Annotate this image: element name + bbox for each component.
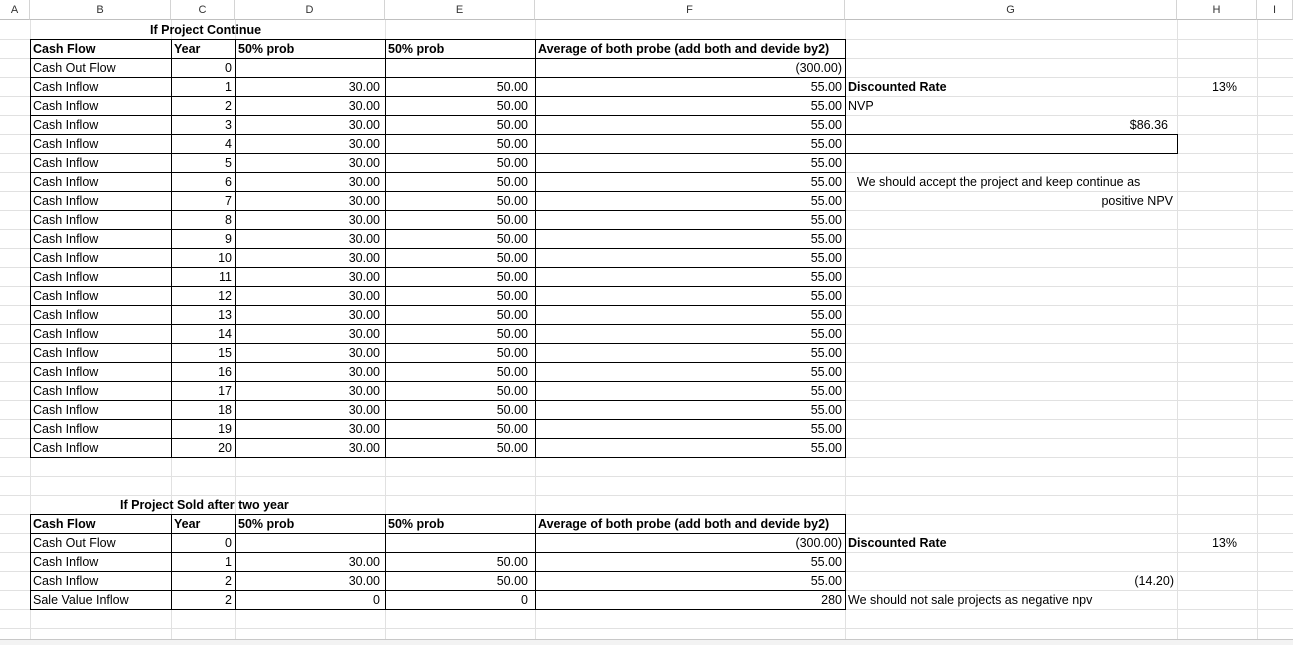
table-border xyxy=(535,514,536,610)
row-average[interactable]: 55.00 xyxy=(810,175,842,189)
row-year[interactable]: 0 xyxy=(225,61,232,75)
s1-header-year[interactable]: Year xyxy=(174,42,201,56)
row-prob-2[interactable]: 50.00 xyxy=(496,118,528,132)
row-prob-1[interactable]: 30.00 xyxy=(348,384,380,398)
column-header-e[interactable]: E xyxy=(385,0,535,20)
s2-header-prob-1[interactable]: 50% prob xyxy=(238,517,295,531)
row-average[interactable]: 55.00 xyxy=(810,574,842,588)
table-border xyxy=(30,134,846,135)
column-gridline xyxy=(1257,20,1258,644)
row-prob-2[interactable]: 50.00 xyxy=(496,156,528,170)
row-average[interactable]: (300.00) xyxy=(795,61,842,75)
row-average[interactable]: 55.00 xyxy=(810,194,842,208)
table-border xyxy=(30,438,846,439)
section1-title: If Project Continue xyxy=(150,23,262,37)
table-border xyxy=(30,590,846,591)
row-label[interactable]: Cash Inflow xyxy=(33,308,99,322)
row-label[interactable]: Cash Inflow xyxy=(33,327,99,341)
row-prob-1[interactable]: 30.00 xyxy=(348,346,380,360)
row-year[interactable]: 18 xyxy=(218,403,232,417)
row-label[interactable]: Cash Inflow xyxy=(33,574,99,588)
table-border xyxy=(30,552,846,553)
row-prob-2[interactable]: 50.00 xyxy=(496,441,528,455)
row-prob-1[interactable]: 30.00 xyxy=(348,80,380,94)
row-label[interactable]: Cash Inflow xyxy=(33,194,99,208)
s2-npv-value[interactable]: (14.20) xyxy=(1134,574,1174,588)
column-header-g[interactable]: G xyxy=(845,0,1177,20)
table-border xyxy=(30,362,846,363)
s1-discount-value[interactable]: 13% xyxy=(1211,80,1237,94)
row-average[interactable]: 55.00 xyxy=(810,289,842,303)
column-header-c[interactable]: C xyxy=(171,0,235,20)
table-border xyxy=(30,39,31,458)
row-prob-2[interactable]: 50.00 xyxy=(496,555,528,569)
row-prob-1[interactable]: 30.00 xyxy=(348,308,380,322)
row-prob-2[interactable]: 50.00 xyxy=(496,213,528,227)
row-prob-1[interactable]: 30.00 xyxy=(348,232,380,246)
row-label[interactable]: Cash Inflow xyxy=(33,137,99,151)
row-average[interactable]: 55.00 xyxy=(810,384,842,398)
table-border xyxy=(30,115,846,116)
row-label[interactable]: Cash Inflow xyxy=(33,289,99,303)
table-border xyxy=(845,153,1178,154)
table-border xyxy=(30,39,846,40)
row-prob-1[interactable]: 30.00 xyxy=(348,365,380,379)
row-average[interactable]: 55.00 xyxy=(810,555,842,569)
table-border xyxy=(845,39,846,458)
table-border xyxy=(30,571,846,572)
row-year[interactable]: 5 xyxy=(225,156,232,170)
row-year[interactable]: 12 xyxy=(218,289,232,303)
table-border xyxy=(30,248,846,249)
s2-header-cash-flow[interactable]: Cash Flow xyxy=(33,517,96,531)
row-label[interactable]: Cash Inflow xyxy=(33,99,99,113)
row-gridline xyxy=(0,628,1293,629)
row-label[interactable]: Cash Inflow xyxy=(33,403,99,417)
row-year[interactable]: 8 xyxy=(225,213,232,227)
row-year[interactable]: 4 xyxy=(225,137,232,151)
row-average[interactable]: 55.00 xyxy=(810,441,842,455)
table-border xyxy=(30,172,846,173)
column-header-i[interactable]: I xyxy=(1257,0,1293,20)
row-average[interactable]: 280 xyxy=(821,593,842,607)
s2-discount-label[interactable]: Discounted Rate xyxy=(848,536,947,550)
table-border xyxy=(30,400,846,401)
section2-title: If Project Sold after two year xyxy=(120,498,289,512)
row-label[interactable]: Cash Inflow xyxy=(33,80,99,94)
row-year[interactable]: 20 xyxy=(218,441,232,455)
row-prob-2[interactable]: 50.00 xyxy=(496,327,528,341)
row-label[interactable]: Cash Inflow xyxy=(33,251,99,265)
table-border xyxy=(30,381,846,382)
row-label[interactable]: Cash Inflow xyxy=(33,156,99,170)
s1-header-average[interactable]: Average of both probe (add both and devide by2) xyxy=(538,42,830,56)
s1-header-prob-2[interactable]: 50% prob xyxy=(388,42,445,56)
table-border xyxy=(845,134,1178,135)
row-year[interactable]: 7 xyxy=(225,194,232,208)
s2-header-prob-2[interactable]: 50% prob xyxy=(388,517,445,531)
row-average[interactable]: 55.00 xyxy=(810,251,842,265)
row-label[interactable]: Cash Out Flow xyxy=(33,536,116,550)
row-label[interactable]: Cash Inflow xyxy=(33,441,99,455)
table-border xyxy=(30,419,846,420)
row-year[interactable]: 19 xyxy=(218,422,232,436)
table-border xyxy=(845,514,846,610)
row-prob-1[interactable]: 30.00 xyxy=(348,99,380,113)
table-border xyxy=(30,324,846,325)
s2-header-year[interactable]: Year xyxy=(174,517,201,531)
table-border xyxy=(30,457,846,458)
row-year[interactable]: 15 xyxy=(218,346,232,360)
row-average[interactable]: 55.00 xyxy=(810,327,842,341)
row-year[interactable]: 14 xyxy=(218,327,232,341)
row-average[interactable]: 55.00 xyxy=(810,232,842,246)
row-average[interactable]: (300.00) xyxy=(795,536,842,550)
s2-note[interactable]: We should not sale projects as negative npv xyxy=(848,593,1093,607)
row-prob-2[interactable]: 0 xyxy=(521,593,528,607)
row-prob-2[interactable]: 50.00 xyxy=(496,574,528,588)
row-year[interactable]: 1 xyxy=(225,80,232,94)
row-prob-1[interactable] xyxy=(235,59,380,78)
table-border xyxy=(235,39,236,458)
row-prob-1[interactable]: 30.00 xyxy=(348,270,380,284)
row-label[interactable]: Cash Inflow xyxy=(33,175,99,189)
column-header-b[interactable]: B xyxy=(30,0,171,20)
table-border xyxy=(30,343,846,344)
row-year[interactable]: 2 xyxy=(225,99,232,113)
row-average[interactable]: 55.00 xyxy=(810,270,842,284)
s1-note-line-1[interactable]: We should accept the project and keep continue as xyxy=(857,175,1141,189)
row-average[interactable]: 55.00 xyxy=(810,213,842,227)
row-average[interactable]: 55.00 xyxy=(810,403,842,417)
row-average[interactable]: 55.00 xyxy=(810,80,842,94)
table-border xyxy=(385,39,386,458)
s1-npv-label[interactable]: NVP xyxy=(848,99,874,113)
row-prob-2[interactable]: 50.00 xyxy=(496,289,528,303)
s1-header-prob-1[interactable]: 50% prob xyxy=(238,42,295,56)
row-year[interactable]: 0 xyxy=(225,536,232,550)
row-prob-2[interactable]: 50.00 xyxy=(496,308,528,322)
row-prob-1[interactable]: 30.00 xyxy=(348,555,380,569)
s2-header-average[interactable]: Average of both probe (add both and devide by2) xyxy=(538,517,830,531)
row-prob-1[interactable]: 30.00 xyxy=(348,403,380,417)
row-prob-1[interactable]: 30.00 xyxy=(348,213,380,227)
column-header-h[interactable]: H xyxy=(1177,0,1257,20)
row-prob-1[interactable] xyxy=(235,534,380,553)
row-prob-1[interactable]: 30.00 xyxy=(348,175,380,189)
row-prob-1[interactable]: 30.00 xyxy=(348,194,380,208)
row-prob-2[interactable]: 50.00 xyxy=(496,270,528,284)
row-average[interactable]: 55.00 xyxy=(810,308,842,322)
table-border xyxy=(30,77,846,78)
s2-discount-value[interactable]: 13% xyxy=(1211,536,1237,550)
row-prob-2[interactable]: 50.00 xyxy=(496,403,528,417)
table-border xyxy=(30,286,846,287)
s1-discount-label[interactable]: Discounted Rate xyxy=(848,80,947,94)
table-border xyxy=(30,58,846,59)
table-border xyxy=(30,210,846,211)
row-average[interactable]: 55.00 xyxy=(810,346,842,360)
row-prob-1[interactable]: 30.00 xyxy=(348,327,380,341)
row-average[interactable]: 55.00 xyxy=(810,137,842,151)
row-prob-2[interactable]: 50.00 xyxy=(496,251,528,265)
table-border xyxy=(30,514,846,515)
row-prob-1[interactable]: 30.00 xyxy=(348,156,380,170)
row-label[interactable]: Cash Inflow xyxy=(33,270,99,284)
row-prob-1[interactable]: 30.00 xyxy=(348,574,380,588)
table-border xyxy=(385,514,386,610)
row-average[interactable]: 55.00 xyxy=(810,365,842,379)
row-gridline xyxy=(0,476,1293,477)
row-prob-2[interactable]: 50.00 xyxy=(496,384,528,398)
s1-note-line-2[interactable]: positive NPV xyxy=(1101,194,1173,208)
row-average[interactable]: 55.00 xyxy=(810,422,842,436)
row-year[interactable]: 1 xyxy=(225,555,232,569)
row-prob-2[interactable]: 50.00 xyxy=(496,365,528,379)
row-label[interactable]: Cash Inflow xyxy=(33,384,99,398)
row-prob-1[interactable]: 30.00 xyxy=(348,422,380,436)
row-label[interactable]: Cash Inflow xyxy=(33,365,99,379)
column-header-a[interactable]: A xyxy=(0,0,30,20)
table-border xyxy=(171,514,172,610)
table-border xyxy=(535,39,536,458)
row-label[interactable]: Cash Out Flow xyxy=(33,61,116,75)
row-year[interactable]: 2 xyxy=(225,574,232,588)
row-prob-2[interactable]: 50.00 xyxy=(496,137,528,151)
table-border xyxy=(30,609,846,610)
row-year[interactable]: 3 xyxy=(225,118,232,132)
row-average[interactable]: 55.00 xyxy=(810,118,842,132)
s1-npv-value[interactable]: $86.36 xyxy=(1129,118,1168,132)
row-average[interactable]: 55.00 xyxy=(810,99,842,113)
s1-header-cash-flow[interactable]: Cash Flow xyxy=(33,42,96,56)
row-year[interactable]: 16 xyxy=(218,365,232,379)
row-year[interactable]: 2 xyxy=(225,593,232,607)
row-label[interactable]: Cash Inflow xyxy=(33,232,99,246)
sheet-bottom-bar xyxy=(0,639,1293,645)
row-prob-2[interactable]: 50.00 xyxy=(496,422,528,436)
table-border xyxy=(30,229,846,230)
row-prob-1[interactable]: 30.00 xyxy=(348,118,380,132)
table-border xyxy=(30,267,846,268)
row-prob-2[interactable]: 50.00 xyxy=(496,232,528,246)
row-year[interactable]: 17 xyxy=(218,384,232,398)
table-border xyxy=(30,191,846,192)
table-border xyxy=(1177,134,1178,154)
row-label[interactable]: Cash Inflow xyxy=(33,422,99,436)
column-header-f[interactable]: F xyxy=(535,0,845,20)
row-prob-1[interactable]: 30.00 xyxy=(348,289,380,303)
row-prob-2[interactable]: 50.00 xyxy=(496,175,528,189)
table-border xyxy=(235,514,236,610)
row-prob-2[interactable]: 50.00 xyxy=(496,194,528,208)
row-prob-1[interactable]: 30.00 xyxy=(348,137,380,151)
row-label[interactable]: Cash Inflow xyxy=(33,346,99,360)
row-year[interactable]: 13 xyxy=(218,308,232,322)
table-border xyxy=(30,305,846,306)
table-border xyxy=(30,514,31,610)
table-border xyxy=(30,153,846,154)
row-year[interactable]: 11 xyxy=(219,270,232,284)
row-prob-2[interactable]: 50.00 xyxy=(496,80,528,94)
row-prob-2[interactable] xyxy=(385,59,528,78)
row-year[interactable]: 6 xyxy=(225,175,232,189)
row-prob-1[interactable]: 0 xyxy=(373,593,380,607)
row-prob-2[interactable] xyxy=(385,534,528,553)
row-label[interactable]: Cash Inflow xyxy=(33,213,99,227)
row-year[interactable]: 9 xyxy=(225,232,232,246)
table-border xyxy=(171,39,172,458)
row-label[interactable]: Sale Value Inflow xyxy=(33,593,129,607)
row-label[interactable]: Cash Inflow xyxy=(33,118,99,132)
table-border xyxy=(30,533,846,534)
row-average[interactable]: 55.00 xyxy=(810,156,842,170)
table-border xyxy=(30,96,846,97)
column-header-d[interactable]: D xyxy=(235,0,385,20)
row-prob-2[interactable]: 50.00 xyxy=(496,346,528,360)
row-label[interactable]: Cash Inflow xyxy=(33,555,99,569)
row-prob-1[interactable]: 30.00 xyxy=(348,441,380,455)
row-prob-1[interactable]: 30.00 xyxy=(348,251,380,265)
row-year[interactable]: 10 xyxy=(218,251,232,265)
row-prob-2[interactable]: 50.00 xyxy=(496,99,528,113)
